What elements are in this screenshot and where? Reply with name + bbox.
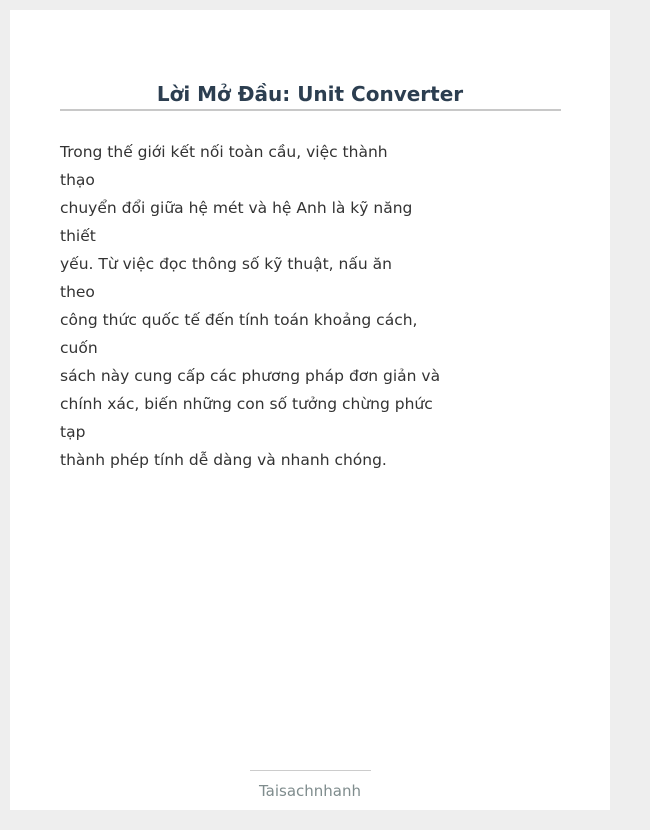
- body-line: yếu. Từ việc đọc thông số kỹ thuật, nấu ăn: [60, 255, 392, 273]
- title-divider: [60, 109, 561, 111]
- body-line: theo: [60, 283, 95, 301]
- body-line: chính xác, biến những con số tưởng chừng phức: [60, 395, 433, 413]
- document-page: [10, 10, 610, 810]
- body-line: sách này cung cấp các phương pháp đơn giản và: [60, 367, 441, 385]
- footer-divider: [250, 770, 371, 771]
- page-title: Lời Mở Đầu: Unit Converter: [156, 82, 464, 106]
- body-line: thạo: [60, 171, 95, 189]
- body-line: chuyển đổi giữa hệ mét và hệ Anh là kỹ năng: [60, 199, 413, 217]
- footer-text: Taisachnhanh: [258, 782, 362, 800]
- body-line: tạp: [60, 423, 86, 441]
- body-line: công thức quốc tế đến tính toán khoảng cách,: [60, 311, 418, 329]
- body-paragraph: [60, 138, 440, 474]
- body-line: cuốn: [60, 339, 98, 357]
- body-line: Trong thế giới kết nối toàn cầu, việc thành: [60, 143, 388, 161]
- body-line: thiết: [60, 227, 96, 245]
- body-line: thành phép tính dễ dàng và nhanh chóng.: [60, 451, 387, 469]
